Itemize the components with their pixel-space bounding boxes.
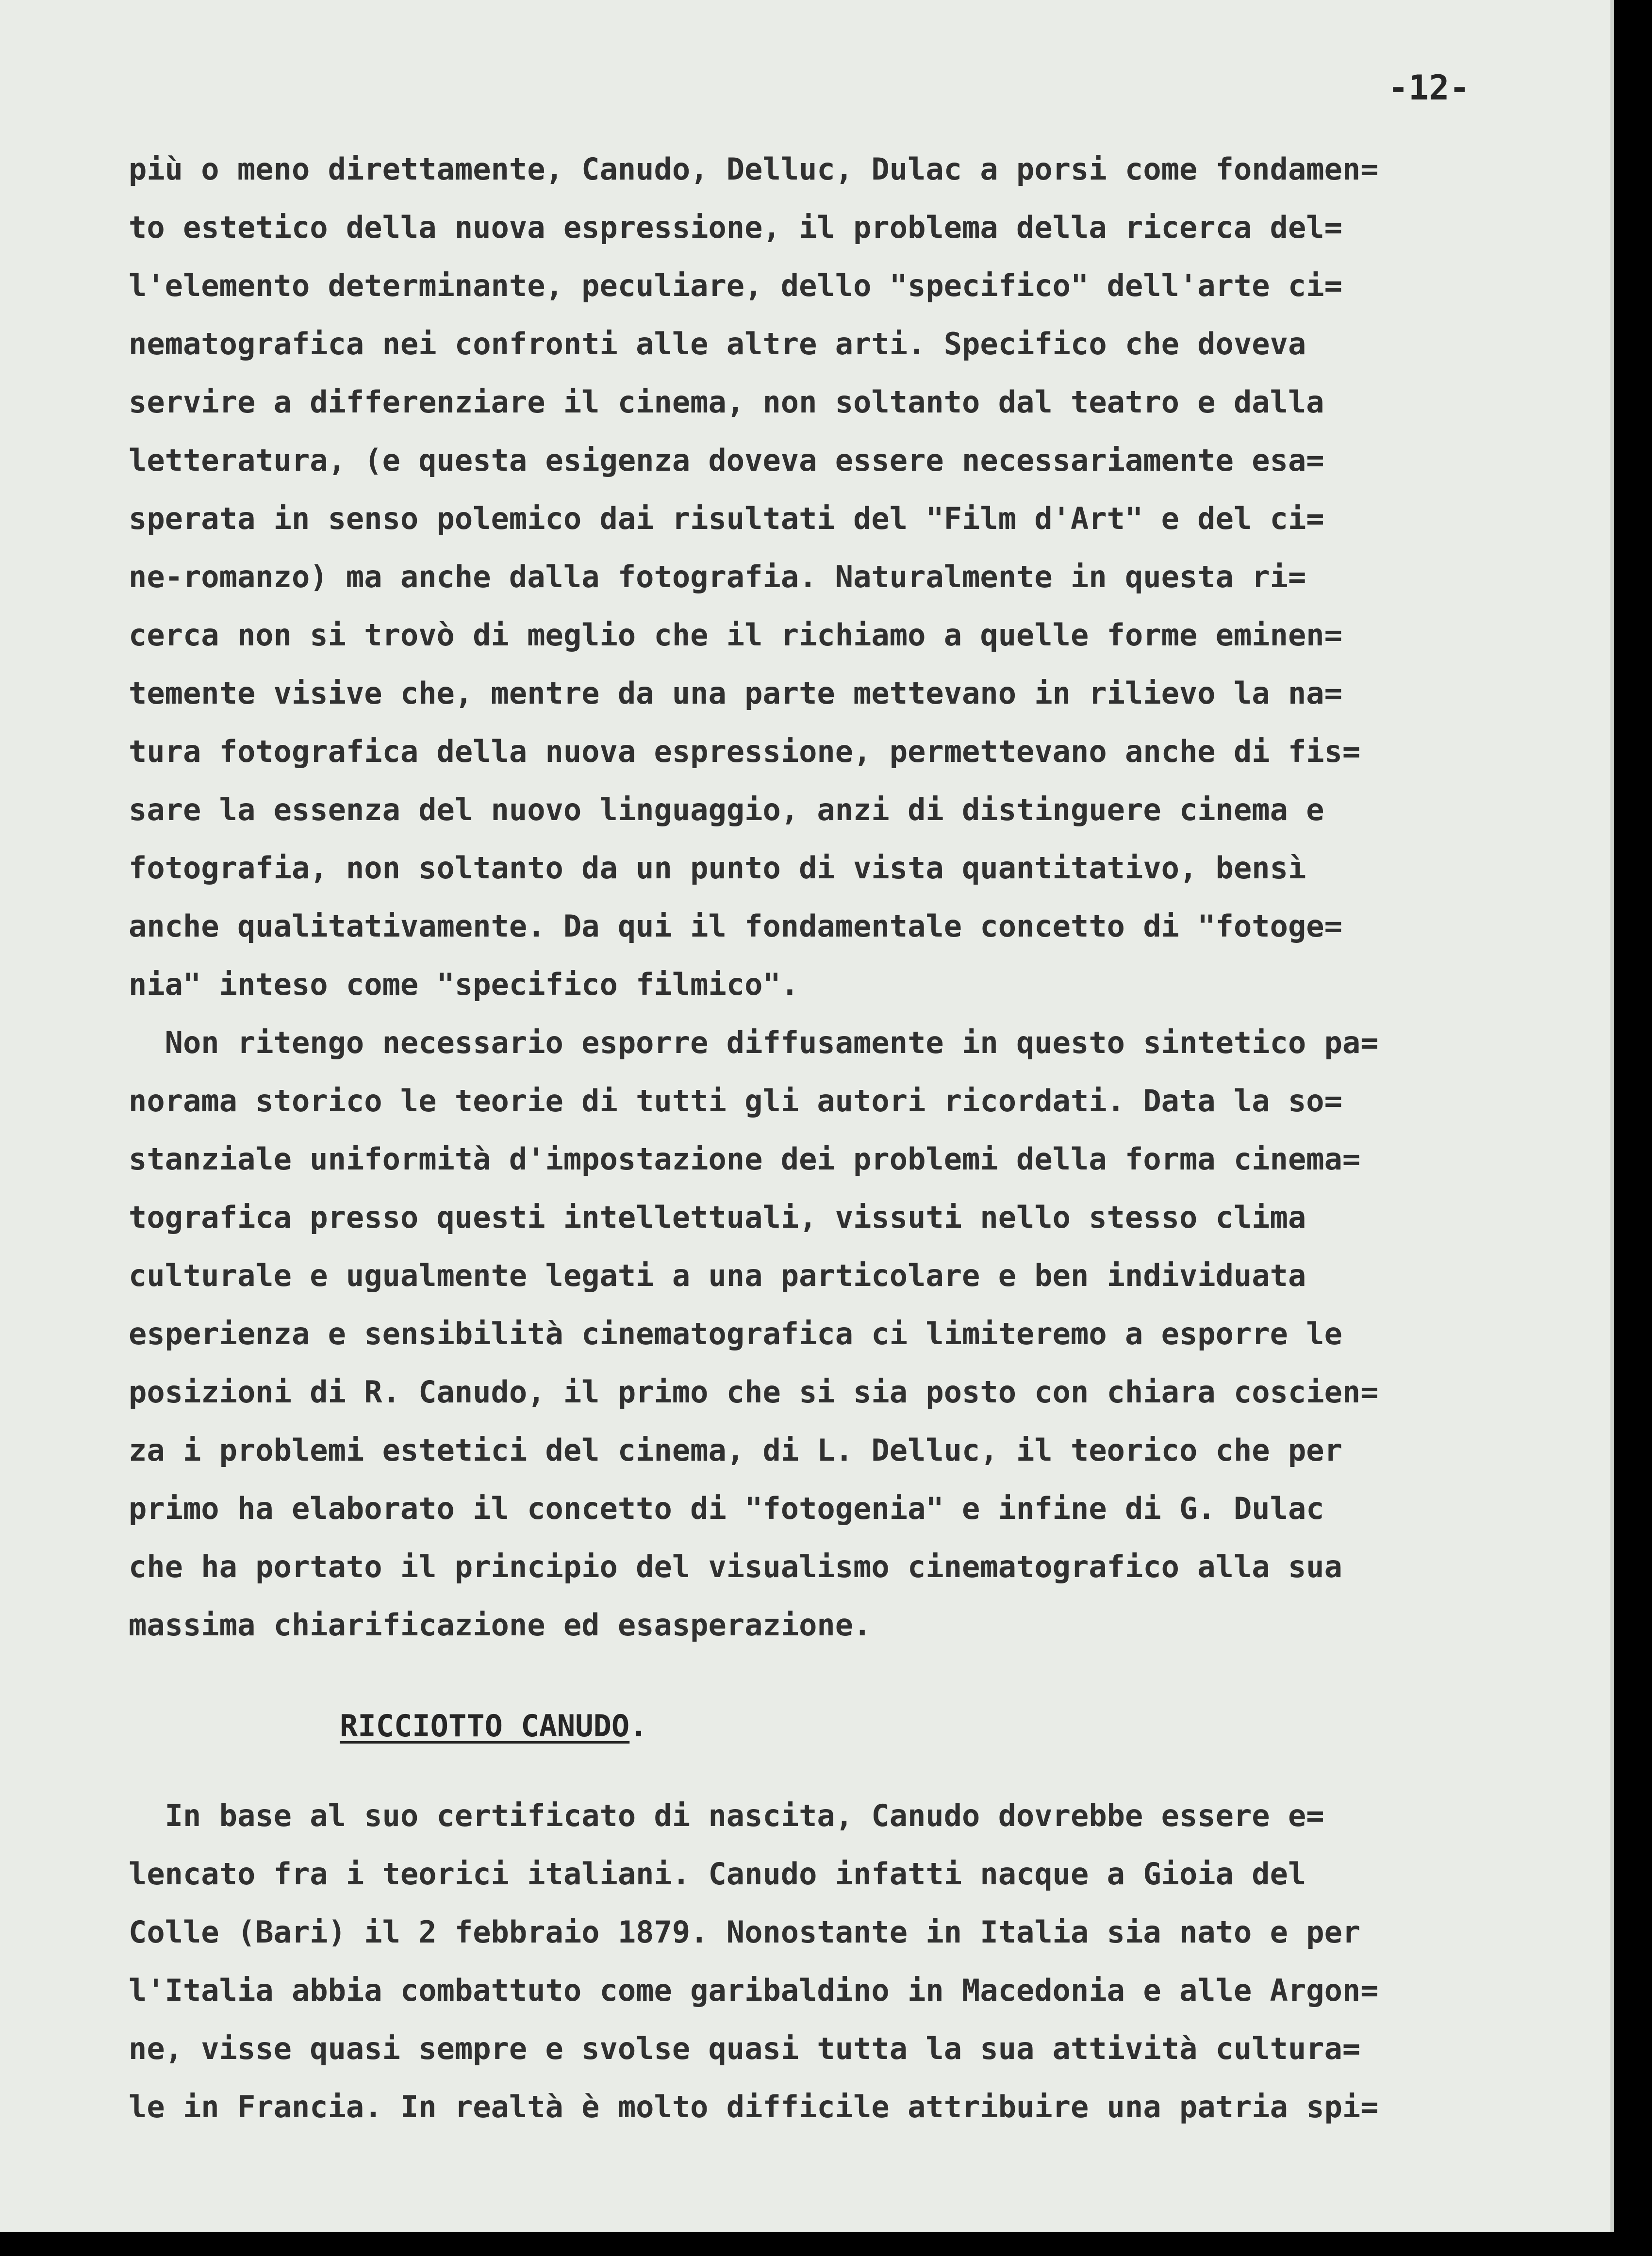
text-line: anche qualitativamente. Da qui il fondamentale concetto di "fotoge= (129, 908, 1342, 944)
text-line: to estetico della nuova espressione, il problema della ricerca del= (129, 210, 1342, 245)
text-line: fotografia, non soltanto da un punto di vista quantitativo, bensì (129, 850, 1306, 886)
text-line: Colle (Bari) il 2 febbraio 1879. Nonostante in Italia sia nato e per (129, 1914, 1361, 1950)
text-line: sperata in senso polemico dai risultati del "Film d'Art" e del ci= (129, 501, 1324, 536)
text-line: culturale e ugualmente legati a una particolare e ben individuata (129, 1258, 1306, 1293)
text-line: cerca non si trovò di meglio che il richiamo a quelle forme eminen= (129, 617, 1342, 653)
text-line: l'Italia abbia combattuto come garibaldino in Macedonia e alle Argon= (129, 1973, 1379, 2008)
text-line: servire a differenziare il cinema, non soltanto dal teatro e dalla (129, 384, 1324, 420)
text-line: l'elemento determinante, peculiare, dello "specifico" dell'arte ci= (129, 268, 1342, 303)
text-line: sare la essenza del nuovo linguaggio, anzi di distinguere cinema e (129, 792, 1324, 827)
text-line: Non ritengo necessario esporre diffusamente in questo sintetico pa= (129, 1025, 1379, 1060)
text-line: che ha portato il principio del visualismo cinematografico alla sua (129, 1549, 1342, 1584)
text-line: le in Francia. In realtà è molto difficile attribuire una patria spi= (129, 2089, 1379, 2124)
section-heading-text: RICCIOTTO CANUDO (340, 1708, 630, 1744)
text-line: za i problemi estetici del cinema, di L. Delluc, il teorico che per (129, 1433, 1342, 1468)
text-line: massima chiarificazione ed esasperazione. (129, 1607, 872, 1643)
text-line: nematografica nei confronti alle altre arti. Specifico che doveva (129, 326, 1306, 362)
text-line: tografica presso questi intellettuali, vissuti nello stesso clima (129, 1200, 1306, 1235)
paper-edge (1610, 0, 1613, 2232)
text-line: ne, visse quasi sempre e svolse quasi tutta la sua attività cultura= (129, 2031, 1361, 2066)
text-line: lencato fra i teorici italiani. Canudo infatti nacque a Gioia del (129, 1856, 1306, 1892)
section-heading: RICCIOTTO CANUDO. (340, 1708, 648, 1744)
text-line: ne-romanzo) ma anche dalla fotografia. Naturalmente in questa ri= (129, 559, 1306, 594)
text-line: esperienza e sensibilità cinematografica ci limiteremo a esporre le (129, 1316, 1342, 1351)
text-line: posizioni di R. Canudo, il primo che si sia posto con chiara coscien= (129, 1374, 1379, 1410)
text-line: primo ha elaborato il concetto di "fotogenia" e infine di G. Dulac (129, 1491, 1324, 1526)
text-line: temente visive che, mentre da una parte mettevano in rilievo la na= (129, 675, 1342, 711)
text-line: In base al suo certificato di nascita, Canudo dovrebbe essere e= (129, 1798, 1324, 1833)
text-line: letteratura, (e questa esigenza doveva essere necessariamente esa= (129, 443, 1324, 478)
text-line: norama storico le teorie di tutti gli autori ricordati. Data la so= (129, 1083, 1342, 1119)
page-number: -12- (1388, 68, 1470, 108)
text-line: più o meno direttamente, Canudo, Delluc, Dulac a porsi come fondamen= (129, 151, 1379, 187)
text-line: nia" inteso come "specifico filmico". (129, 967, 799, 1002)
text-line: stanziale uniformità d'impostazione dei problemi della forma cinema= (129, 1141, 1361, 1177)
text-line: tura fotografica della nuova espressione, permettevano anche di fis= (129, 734, 1361, 769)
